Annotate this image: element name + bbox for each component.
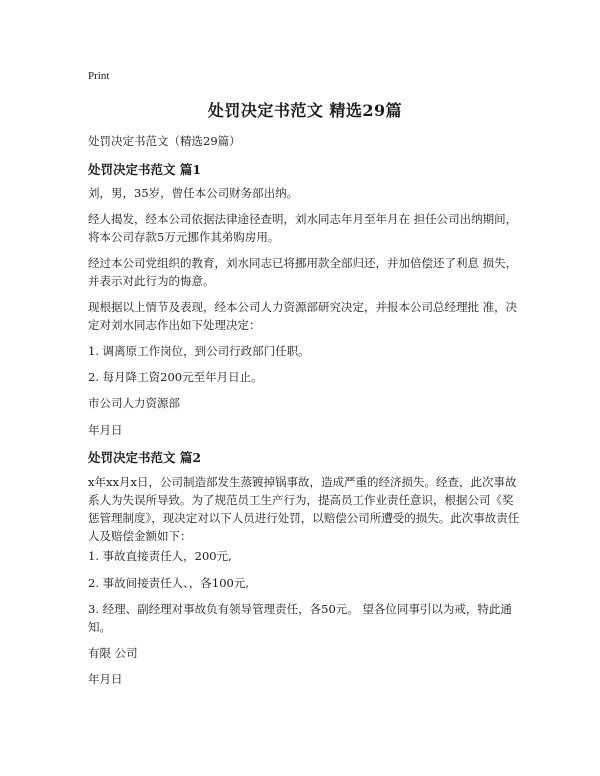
paragraph [88,210,522,246]
list-item [88,342,522,360]
paragraph [88,184,522,202]
print-link[interactable]: Print [88,70,110,82]
list-item [88,574,522,592]
paragraph-text: 1. 调离原工作岗位，到公司行政部门任职。 [88,344,310,358]
paragraph-text: 市公司人力资源部 [88,396,180,410]
paragraph-text: 3. 经理、副经理对事故负有领导管理责任，各50元。 望各位同事引以为戒，特此通知。 [88,602,512,634]
paragraph [88,254,522,290]
list-item [88,547,522,565]
signature-date [88,421,522,439]
document-subtitle: 处罚决定书范文（精选29篇） [88,134,241,148]
signature-department [88,394,522,412]
signature-company [88,644,522,662]
paragraph-text: x年xx月x日，公司制造部发生蒸镀掉锅事故，造成严重的经济损失。经查，此次事故系人为失误所导致。为了规范员工生产行为，提高员工作业责任意识，根据公司《奖惩管理制度》，现决定对以下人员进行处罚，以赔偿公司所遭受的损失。此次事故责任人及赔偿金额如下： [88,475,520,543]
paragraph [88,473,522,545]
paragraph-text: 年月日 [88,423,123,437]
paragraph-text: 有限 公司 [88,646,138,660]
paragraph-text: 经过本公司党组织的教育，刘水同志已将挪用款全部归还，并加倍偿还了利息 损失，并表示对此行为的悔意。 [88,256,518,288]
paragraph [88,298,522,334]
signature-date [88,670,522,688]
section-2 [88,448,522,466]
list-item [88,368,522,386]
paragraph-text: 现根据以上情节及表现，经本公司人力资源部研究决定，并报本公司总经理批 准，决定对刘水同志作出如下处理决定： [88,300,518,332]
list-item [88,600,522,636]
paragraph-text: 2. 每月降工资200元至年月日止。 [88,370,263,384]
section-1 [88,160,522,178]
page-title: 处罚决定书范文 精选29篇 [207,101,403,120]
paragraph-text: 刘，男，35岁，曾任本公司财务部出纳。 [88,186,299,200]
section-heading: 处罚决定书范文 篇1 [88,162,202,177]
paragraph-text: 经人揭发，经本公司依据法律途径查明，刘水同志年月至年月在 担任公司出纳期间，将本公司存款5万元挪作其弟购房用。 [88,212,518,244]
paragraph-text: 1. 事故直接责任人，200元, [88,549,232,563]
paragraph-text: 年月日 [88,672,123,686]
section-heading: 处罚决定书范文 篇2 [88,450,202,465]
paragraph-text: 2. 事故间接责任人、，各100元, [88,576,249,590]
